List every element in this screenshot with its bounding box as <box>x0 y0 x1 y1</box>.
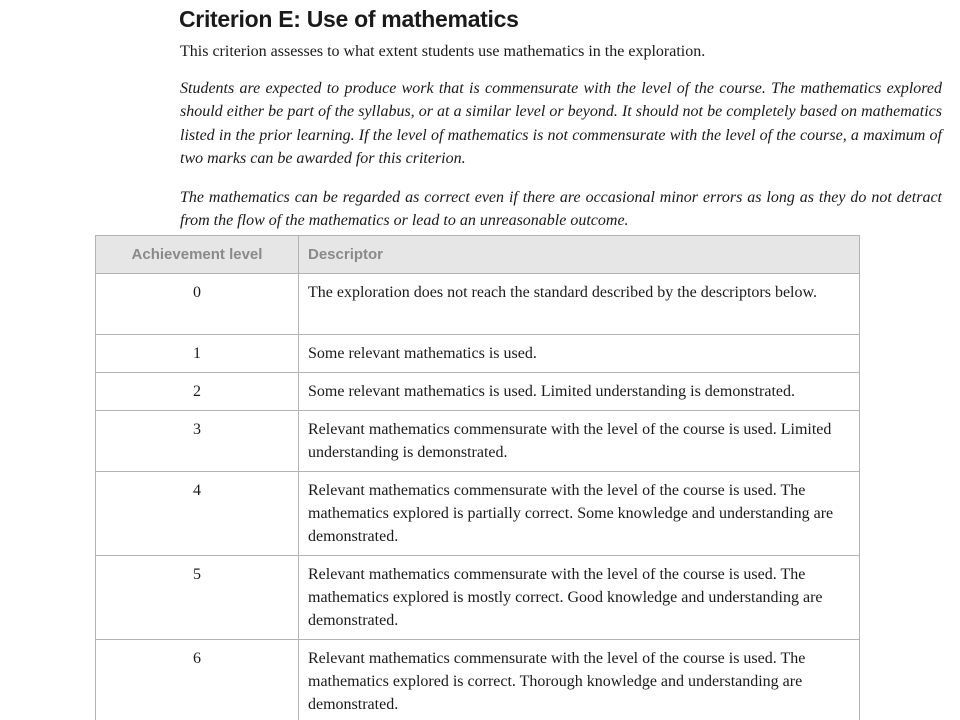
descriptor-cell: The exploration does not reach the standard described by the descriptors below. <box>299 274 860 335</box>
descriptor-cell: Some relevant mathematics is used. Limited understanding is demonstrated. <box>299 373 860 411</box>
table-row <box>96 411 860 472</box>
descriptor-cell: Relevant mathematics commensurate with the level of the course is used. Limited understanding is demonstrated. <box>299 411 860 472</box>
guidance-paragraph: Students are expected to produce work that is commensurate with the level of the course. The mathematics explored should either be part of the syllabus, or at a similar level or beyond. It should not be completely based on mathematics listed in the prior learning. If the level of mathematics is not commensurate with the level of the course, a maximum of two marks can be awarded for this criterion. <box>180 80 942 167</box>
criterion-intro: This criterion assesses to what extent students use mathematics in the exploration. <box>180 43 706 60</box>
guidance-paragraph: The mathematics can be regarded as correct even if there are occasional minor errors as long as they do not detract from the flow of the mathematics or lead to an unreasonable outcome. <box>180 189 942 230</box>
achievement-table <box>95 235 860 720</box>
level-cell: 1 <box>96 335 299 373</box>
table-header-row <box>96 236 860 274</box>
descriptor-header: Descriptor <box>299 236 860 274</box>
level-cell: 0 <box>96 274 299 335</box>
descriptor-cell: Relevant mathematics commensurate with the level of the course is used. The mathematics explored is partially correct. Some knowledge and understanding are demonstrated. <box>299 472 860 556</box>
table-row <box>96 640 860 720</box>
level-cell: 3 <box>96 411 299 472</box>
level-cell: 5 <box>96 556 299 640</box>
table-row <box>96 556 860 640</box>
table-row <box>96 373 860 411</box>
descriptor-cell: Some relevant mathematics is used. <box>299 335 860 373</box>
level-cell: 6 <box>96 640 299 720</box>
table-row <box>96 274 860 335</box>
descriptor-cell: Relevant mathematics commensurate with the level of the course is used. The mathematics explored is mostly correct. Good knowledge and understanding are demonstrated. <box>299 556 860 640</box>
table-row <box>96 335 860 373</box>
achievement-level-header: Achievement level <box>96 236 299 274</box>
level-cell: 4 <box>96 472 299 556</box>
page-title: Criterion E: Use of mathematics <box>179 6 519 32</box>
level-cell: 2 <box>96 373 299 411</box>
table-row <box>96 472 860 556</box>
descriptor-cell: Relevant mathematics commensurate with the level of the course is used. The mathematics explored is correct. Thorough knowledge and understanding are demonstrated. <box>299 640 860 720</box>
